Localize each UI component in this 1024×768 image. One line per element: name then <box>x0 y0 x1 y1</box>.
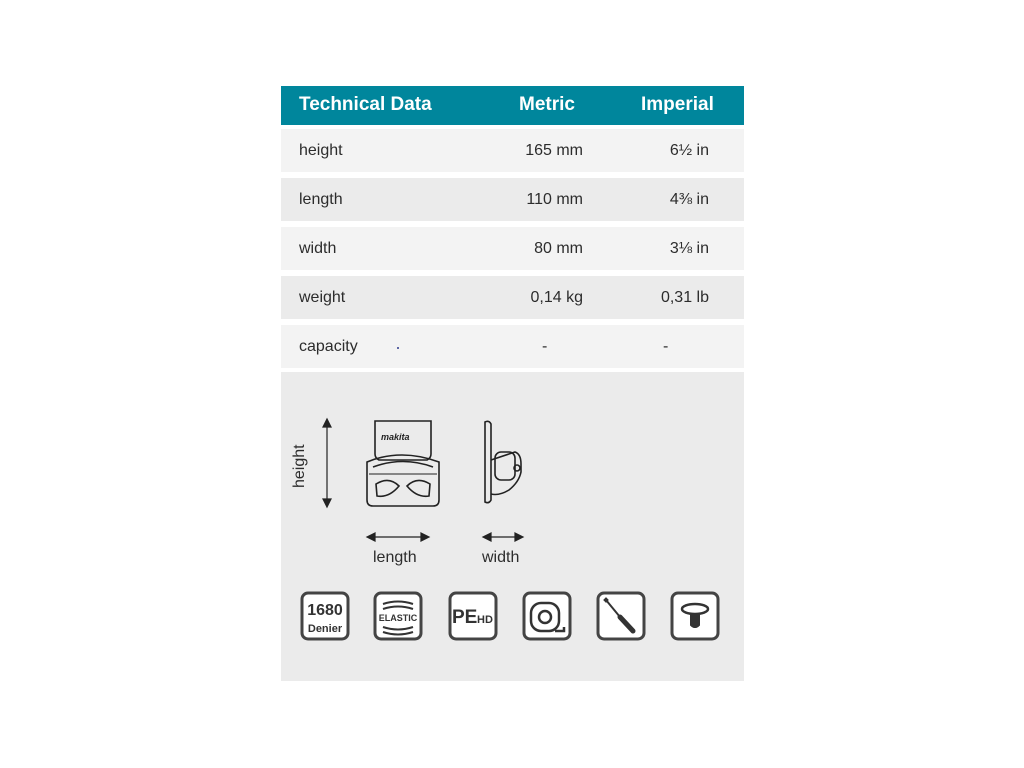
table-row <box>281 178 744 221</box>
row-metric: - <box>542 338 548 355</box>
length-label: length <box>373 549 417 566</box>
denier-icon <box>300 591 350 641</box>
row-imperial: 4⅜ in <box>669 191 709 208</box>
height-label: height <box>291 444 308 488</box>
elastic-icon <box>373 591 423 641</box>
height-arrow <box>323 419 331 507</box>
table-header <box>281 86 744 125</box>
table-row <box>281 325 744 368</box>
row-imperial: 3⅛ in <box>669 240 709 257</box>
screwdriver-icon <box>596 591 646 641</box>
length-arrow <box>367 533 429 541</box>
brand-logo: makita <box>381 432 410 442</box>
dimension-panel <box>281 372 744 681</box>
svg-text:HD: HD <box>477 614 493 626</box>
svg-text:Denier: Denier <box>307 623 343 635</box>
technical-data-sheet <box>281 86 744 681</box>
row-label: height <box>299 142 343 159</box>
row-metric: 80 mm <box>534 240 583 257</box>
row-label: capacity <box>299 338 358 355</box>
svg-text:ELASTIC: ELASTIC <box>378 613 418 623</box>
tape-measure-icon <box>522 591 572 641</box>
row-imperial: 6½ in <box>669 142 709 159</box>
row-imperial: - <box>663 338 669 355</box>
table-row <box>281 227 744 270</box>
dot-mark <box>397 347 399 349</box>
header-metric: Metric <box>519 94 575 115</box>
row-imperial: 0,31 lb <box>660 289 709 306</box>
hammer-holder-icon <box>670 591 720 641</box>
holster-side-view <box>485 421 521 502</box>
pehd-icon <box>448 591 498 641</box>
header-imperial: Imperial <box>641 94 714 115</box>
row-label: weight <box>299 289 346 306</box>
width-arrow <box>483 533 523 541</box>
header-title: Technical Data <box>299 94 432 115</box>
table-row <box>281 129 744 172</box>
row-label: width <box>299 240 337 257</box>
row-metric: 110 mm <box>526 191 583 208</box>
row-label: length <box>299 191 343 208</box>
svg-text:1680: 1680 <box>307 602 343 619</box>
svg-text:PE: PE <box>452 607 478 628</box>
table-row <box>281 276 744 319</box>
row-metric: 0,14 kg <box>530 289 583 306</box>
row-metric: 165 mm <box>525 142 583 159</box>
width-label: width <box>482 549 520 566</box>
